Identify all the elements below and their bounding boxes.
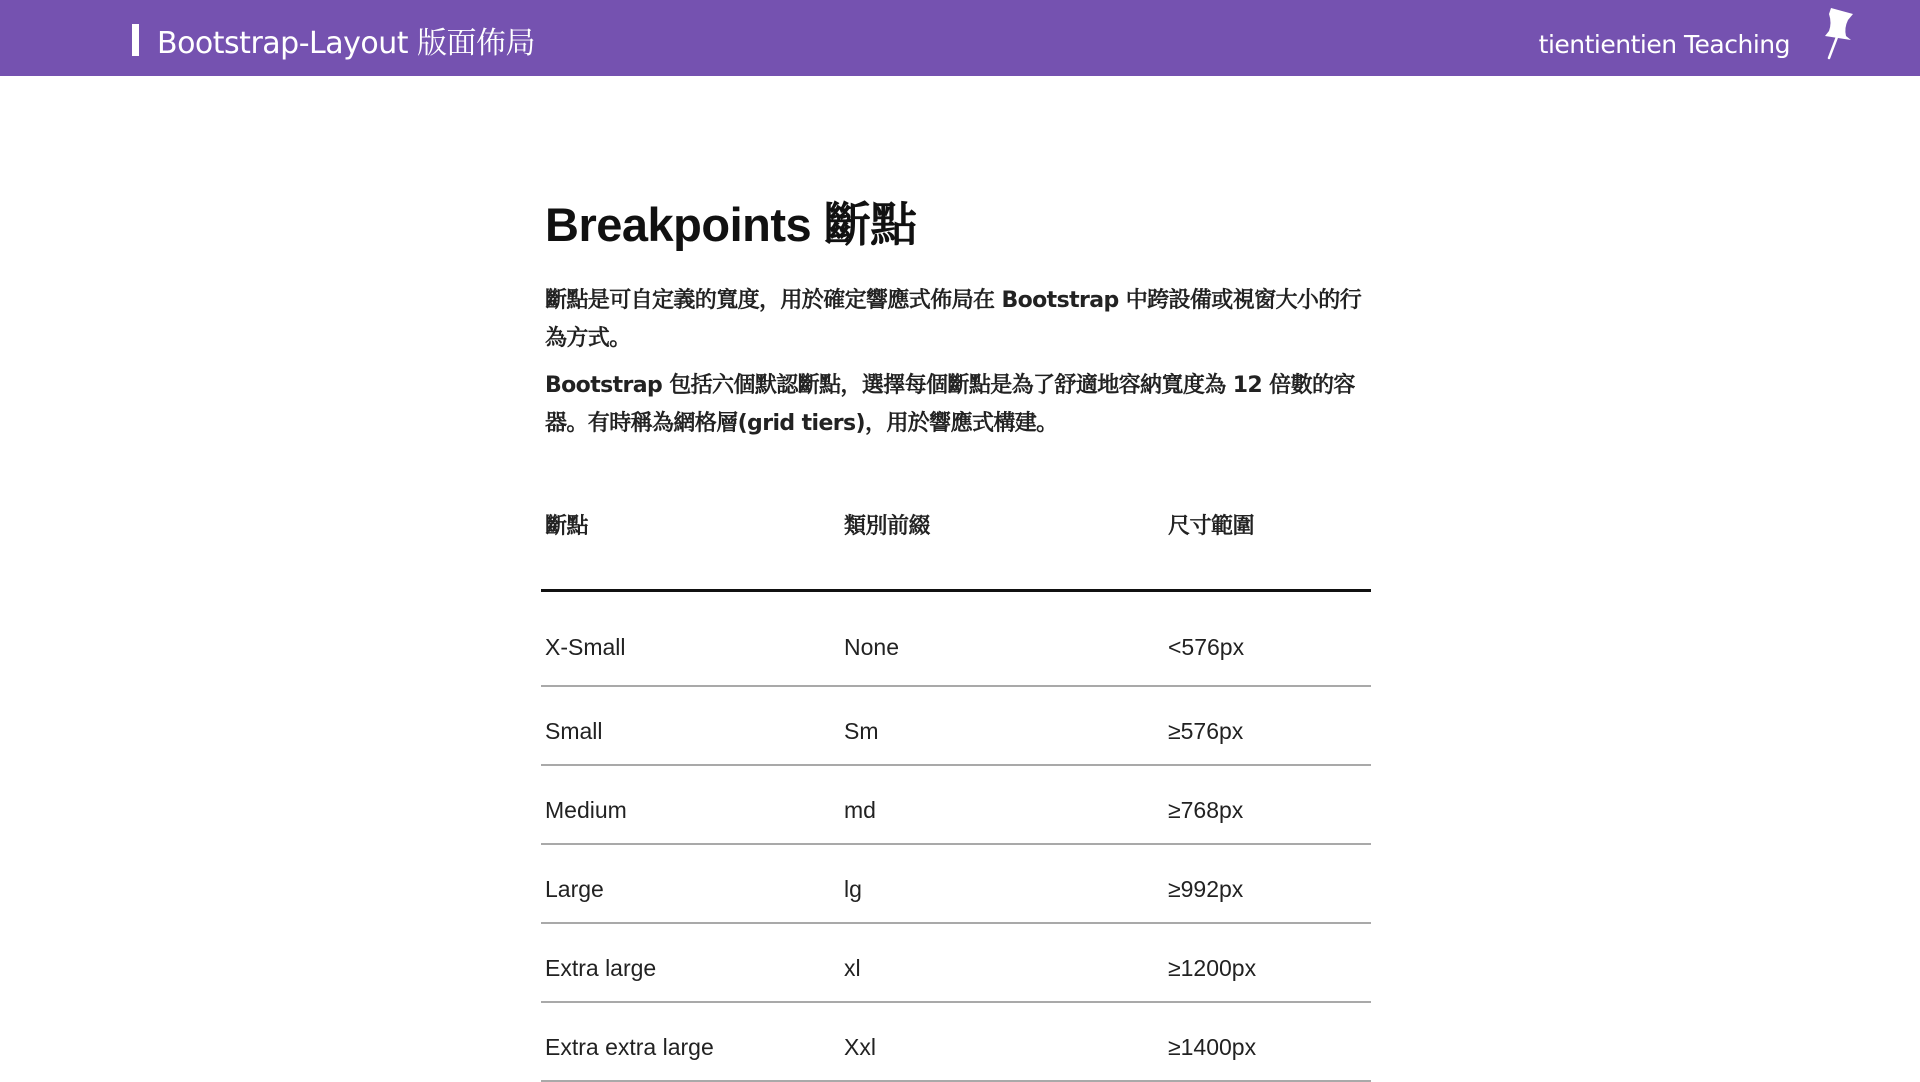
dimension-range: <576px [1164, 591, 1371, 687]
class-prefix: md [840, 765, 1164, 844]
table-row [541, 765, 1371, 844]
header-bar [0, 0, 1920, 76]
main-content [545, 188, 1371, 436]
table-row [541, 686, 1371, 765]
intro-paragraph-1: 斷點是可自定義的寬度，用於確定響應式佈局在 Bootstrap 中跨設備或視窗大小的行為方式。 [545, 288, 1362, 351]
dimension-range: ≥576px [1164, 686, 1371, 765]
breakpoint-name: Extra extra large [541, 1002, 840, 1081]
breakpoint-name: Large [541, 844, 840, 923]
column-header-breakpoint: 斷點 [541, 488, 840, 591]
intro-paragraph-2: Bootstrap 包括六個默認斷點，選擇每個斷點是為了舒適地容納寬度為 12 倍數的容器。有時稱為網格層(grid tiers)，用於響應式構建。 [545, 373, 1355, 436]
table-row [541, 591, 1371, 687]
breakpoint-name: X-Small [541, 591, 840, 687]
pushpin-icon [1815, 6, 1857, 64]
dimension-range: ≥1400px [1164, 1002, 1371, 1081]
breakpoint-name: Medium [541, 765, 840, 844]
breakpoint-name: Extra large [541, 923, 840, 1002]
brand-label: tientientien Teaching [1538, 30, 1790, 59]
table-row [541, 1002, 1371, 1081]
class-prefix: xl [840, 923, 1164, 1002]
breakpoint-name: Small [541, 686, 840, 765]
class-prefix: None [840, 591, 1164, 687]
class-prefix: lg [840, 844, 1164, 923]
table-row [541, 923, 1371, 1002]
table-row [541, 844, 1371, 923]
dimension-range: ≥992px [1164, 844, 1371, 923]
class-prefix: Xxl [840, 1002, 1164, 1081]
title-accent-bar [132, 24, 139, 56]
dimension-range: ≥1200px [1164, 923, 1371, 1002]
column-header-dimensions: 尺寸範圍 [1164, 488, 1371, 591]
breakpoints-table [541, 488, 1371, 1082]
table-header-row [541, 488, 1371, 591]
dimension-range: ≥768px [1164, 765, 1371, 844]
page-title: Breakpoints 斷點 [545, 198, 917, 251]
class-prefix: Sm [840, 686, 1164, 765]
column-header-class-prefix: 類別前綴 [840, 488, 1164, 591]
page-header-title: Bootstrap-Layout 版面佈局 [157, 26, 536, 61]
